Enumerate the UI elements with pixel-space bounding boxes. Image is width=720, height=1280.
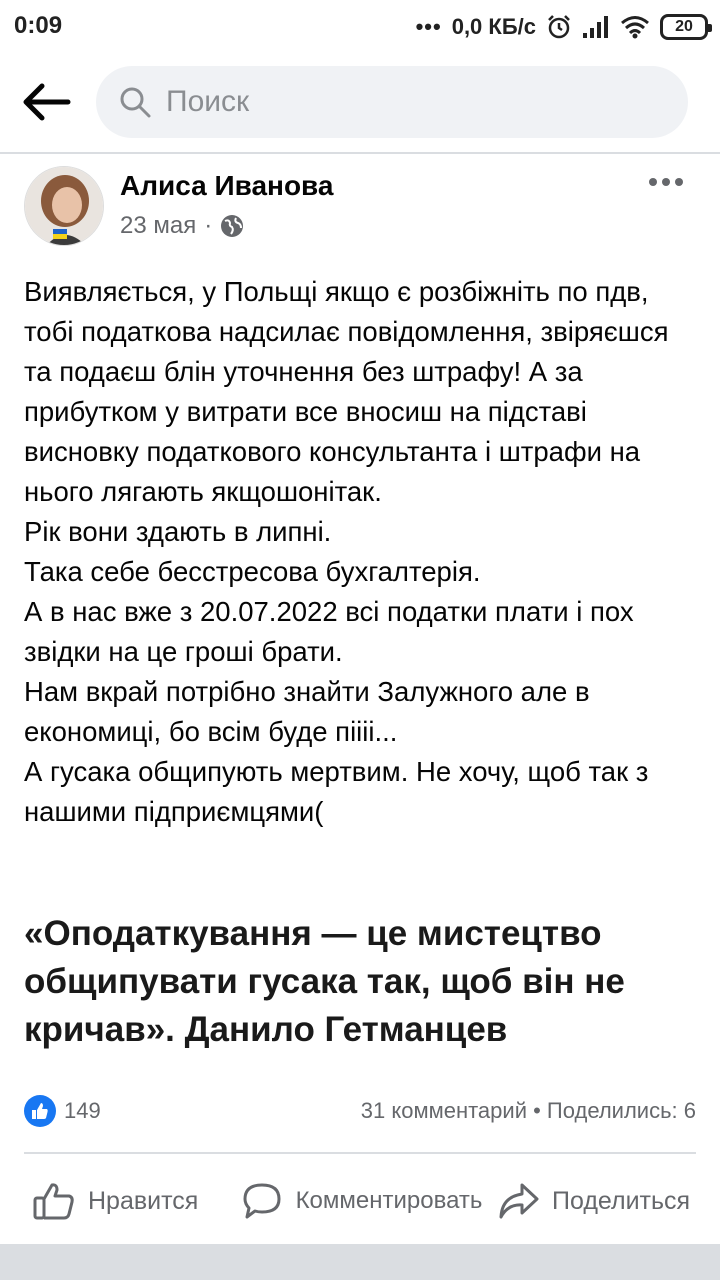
globe-icon xyxy=(220,214,244,238)
post-meta xyxy=(120,212,244,240)
avatar-photo xyxy=(25,167,104,246)
battery-icon xyxy=(660,14,708,40)
search-input[interactable] xyxy=(96,66,688,138)
likes-number: 149 xyxy=(64,1098,101,1123)
author-name[interactable]: Алиса Иванова xyxy=(120,170,334,201)
likes-count[interactable] xyxy=(24,1095,101,1127)
post-text xyxy=(24,272,700,832)
share-button[interactable] xyxy=(498,1162,690,1240)
post-paragraph: А гусака общипують мертвим. Не хочу, щоб так з нашими підприємцями( xyxy=(24,756,649,827)
status-bar xyxy=(0,0,720,54)
more-notifications-icon: ••• xyxy=(415,14,442,39)
post-actions xyxy=(0,1162,720,1240)
header-divider xyxy=(0,152,720,154)
search-icon xyxy=(118,85,152,119)
signal-icon xyxy=(582,15,610,39)
thumbs-up-icon xyxy=(32,1181,76,1221)
like-reaction-icon xyxy=(24,1095,56,1127)
comments-shares-count[interactable]: 31 комментарий • Поделились: 6 xyxy=(360,1098,696,1123)
post-paragraph: А в нас вже з 20.07.2022 всі податки плати і пох звідки на це гроші брати. xyxy=(24,596,634,667)
like-button[interactable] xyxy=(32,1162,198,1240)
avatar[interactable] xyxy=(24,166,104,246)
status-indicators xyxy=(416,12,708,42)
post-paragraph: Виявляється, у Польщі якщо є розбіжніть по пдв, тобі податкова надсилає повідомлення, звіряєшся та подаєш блін уточнення без штрафу! А за прибутком у витрати все вносиш на підставі висновку податкового консультанта і штрафи на нього лягають якщошонітак. xyxy=(24,276,669,507)
comment-label: Комментировать xyxy=(295,1187,483,1214)
next-post-separator xyxy=(0,1244,720,1280)
battery-level: 20 xyxy=(675,18,693,35)
back-arrow-icon[interactable] xyxy=(20,80,72,124)
post-paragraph: Рік вони здають в липні. xyxy=(24,516,332,547)
quote-image-text[interactable]: «Оподаткування — це мистецтво общипувати гусака так, щоб він не кричав». Данило Гетманцев xyxy=(24,914,625,1049)
post-stats xyxy=(24,1092,696,1130)
search-placeholder: Поиск xyxy=(166,85,250,118)
post-date[interactable]: 23 мая xyxy=(120,212,197,239)
wifi-icon xyxy=(620,15,650,39)
comment-icon xyxy=(242,1181,282,1221)
share-label: Поделиться xyxy=(552,1186,691,1215)
post-paragraph: Нам вкрай потрібно знайти Залужного але в економиці, бо всім буде піііі... xyxy=(24,676,590,747)
network-speed: 0,0 КБ/с xyxy=(451,14,536,39)
meta-separator: · xyxy=(204,212,213,239)
comment-button[interactable] xyxy=(242,1162,484,1240)
actions-divider xyxy=(24,1152,696,1154)
more-options-icon[interactable] xyxy=(646,172,686,192)
post-paragraph: Така себе бесстресова бухгалтерія. xyxy=(24,556,481,587)
status-time: 0:09 xyxy=(14,12,63,39)
share-icon xyxy=(498,1181,540,1221)
alarm-icon xyxy=(546,14,572,40)
like-label: Нравится xyxy=(88,1186,199,1215)
